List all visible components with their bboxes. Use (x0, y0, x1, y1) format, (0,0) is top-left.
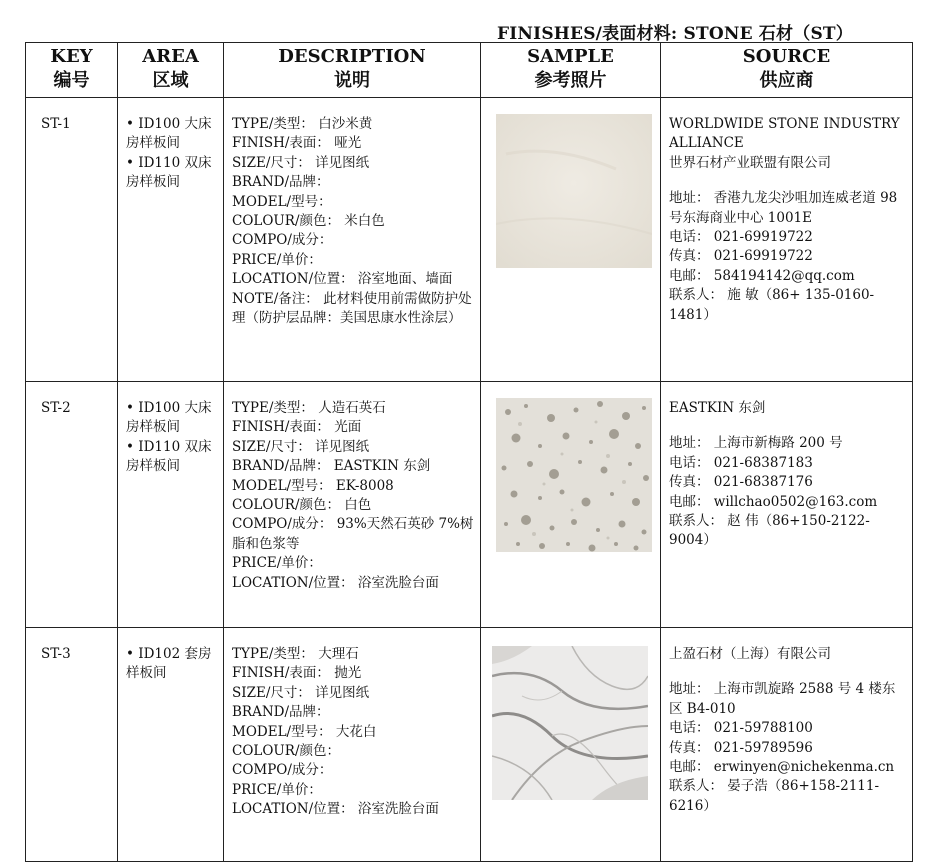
desc-line: FINISH/表面： 抛光 (232, 665, 362, 682)
source-contact: 联系人： 晏子浩（86+158-2111-6216） (669, 778, 880, 814)
desc-line: TYPE/类型： 人造石英石 (232, 400, 386, 416)
source-contact: 联系人： 施 敏（86+ 135-0160-1481） (669, 287, 875, 323)
finishes-table (25, 42, 913, 862)
description-cell (224, 628, 481, 862)
stone-sample-beige (496, 114, 652, 268)
source-contact: 电邮： willchao0502@163.com (669, 493, 878, 510)
area-cell (118, 98, 224, 382)
desc-line: PRICE/单价： (232, 781, 322, 798)
source-contact: 电话： 021-68387183 (669, 454, 813, 471)
table-row (26, 382, 913, 628)
area-item: • ID100 大床房样板间 (126, 400, 212, 436)
source-contact: 地址： 香港九龙尖沙咀加连威老道 98 号东海商业中心 1001E (669, 190, 898, 226)
desc-line: SIZE/尺寸： 详见图纸 (232, 684, 370, 701)
desc-line: TYPE/类型： 白沙米黄 (232, 116, 373, 132)
desc-line: BRAND/品牌： (232, 704, 330, 721)
source-contact: 传真： 021-69919722 (669, 248, 813, 265)
desc-line: LOCATION/位置： 浴室洗脸台面 (232, 801, 439, 818)
header-area: AREA 区域 (118, 43, 224, 98)
source-company: EASTKIN 东剑 (669, 400, 766, 416)
desc-line: SIZE/尺寸： 详见图纸 (232, 154, 370, 171)
source-contact: 电话： 021-59788100 (669, 720, 813, 737)
area-item: • ID110 双床房样板间 (126, 438, 212, 475)
sample-cell (481, 382, 661, 628)
desc-line: COLOUR/颜色： 米白色 (232, 213, 385, 230)
table-row (26, 628, 913, 862)
area-item: • ID102 套房样板间 (126, 646, 212, 682)
desc-line: MODEL/型号： 大花白 (232, 723, 377, 740)
source-company: 上盈石材（上海）有限公司 (669, 646, 831, 662)
source-contact: 电话： 021-69919722 (669, 229, 813, 246)
desc-line: COLOUR/颜色： 白色 (232, 497, 372, 514)
sample-cell (481, 98, 661, 382)
source-contact: 联系人： 赵 伟（86+150-2122-9004） (669, 513, 870, 549)
source-contact: 电邮： 584194142@qq.com (669, 267, 855, 284)
stone-sample-quartz (496, 398, 652, 552)
desc-line: FINISH/表面： 光面 (232, 419, 362, 436)
source-cell (661, 382, 913, 628)
desc-line: BRAND/品牌： EASTKIN 东剑 (232, 458, 431, 475)
header-source: SOURCE 供应商 (661, 43, 913, 98)
source-cell (661, 628, 913, 862)
header-description: DESCRIPTION 说明 (224, 43, 481, 98)
desc-line: LOCATION/位置： 浴室地面、墙面 (232, 271, 453, 288)
key-cell: ST-1 (26, 98, 118, 382)
desc-line: MODEL/型号： (232, 193, 332, 210)
key-cell: ST-2 (26, 382, 118, 628)
desc-line: FINISH/表面： 哑光 (232, 135, 362, 152)
spacer (669, 173, 906, 189)
header-key: KEY 编号 (26, 43, 118, 98)
source-contact: 传真： 021-59789596 (669, 739, 813, 756)
desc-line: COMPO/成分： (232, 762, 333, 779)
desc-line: PRICE/单价： (232, 555, 322, 572)
desc-line: BRAND/品牌： (232, 174, 330, 191)
source-contact: 电邮： erwinyen@nichekenma.cn (669, 759, 895, 776)
description-cell (224, 382, 481, 628)
document-title: FINISHES/表面材料: STONE 石材（ST） (497, 24, 853, 44)
desc-line: COLOUR/颜色： (232, 743, 341, 760)
desc-line: TYPE/类型： 大理石 (232, 646, 359, 662)
sample-cell (481, 628, 661, 862)
desc-line: PRICE/单价： (232, 251, 322, 268)
area-item: • ID100 大床房样板间 (126, 116, 212, 152)
key-cell: ST-3 (26, 628, 118, 862)
desc-line: NOTE/备注： 此材料使用前需做防护处理（防护层品牌：美国思康水性涂层） (232, 290, 472, 327)
source-cell (661, 98, 913, 382)
table-row (26, 98, 913, 382)
header-sample: SAMPLE 参考照片 (481, 43, 661, 98)
stone-sample-marble (492, 646, 648, 800)
source-company: 世界石材产业联盟有限公司 (669, 154, 831, 171)
source-contact: 传真： 021-68387176 (669, 474, 813, 491)
desc-line: COMPO/成分： (232, 232, 333, 249)
source-company: WORLDWIDE STONE INDUSTRY ALLIANCE (669, 116, 900, 152)
desc-line: COMPO/成分： 93%天然石英砂 7%树脂和色浆等 (232, 516, 474, 552)
header-row (26, 43, 913, 98)
area-cell (118, 628, 224, 862)
desc-line: SIZE/尺寸： 详见图纸 (232, 438, 370, 455)
desc-line: MODEL/型号： EK-8008 (232, 477, 394, 494)
area-item: • ID110 双床房样板间 (126, 154, 212, 191)
source-contact: 地址： 上海市新梅路 200 号 (669, 435, 843, 452)
source-contact: 地址： 上海市凯旋路 2588 号 4 楼东区 B4-010 (669, 681, 896, 717)
spacer (669, 664, 906, 680)
spacer (669, 418, 906, 434)
area-cell (118, 382, 224, 628)
desc-line: LOCATION/位置： 浴室洗脸台面 (232, 574, 439, 591)
description-cell (224, 98, 481, 382)
